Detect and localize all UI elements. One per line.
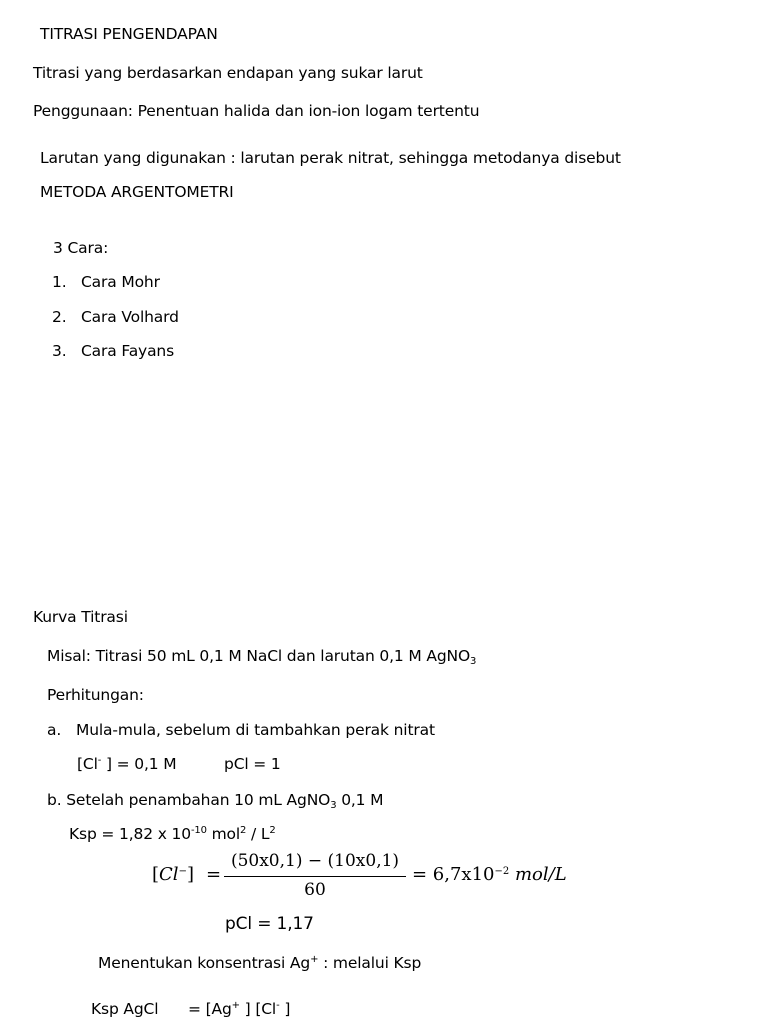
list-item — [52, 341, 174, 361]
silver-concentration-line — [98, 953, 421, 973]
example-main: Misal: Titrasi 50 mL 0,1 M NaCl dan larutan 0,1 M AgNO — [47, 647, 471, 665]
ksp-agcl-label: Ksp AgCl — [91, 1000, 159, 1018]
cl-ion-charge: - — [276, 1000, 280, 1011]
formula-lhs — [152, 864, 194, 885]
rhs-value: = 6,7x10 — [412, 864, 495, 885]
method-name: METODA ARGENTOMETRI — [40, 183, 234, 201]
step-a-concentration — [77, 754, 176, 774]
ksp-value: Ksp = 1,82 x 10 — [69, 825, 191, 843]
ag-text: Menentukan konsentrasi Ag — [98, 954, 311, 972]
formula-rhs — [412, 864, 567, 885]
ksp-unit: mol — [206, 825, 241, 843]
list-number: 1. — [52, 273, 67, 291]
list-label: Cara Mohr — [81, 273, 160, 291]
ksp-unit-mid: / L — [246, 825, 270, 843]
chloride-concentration-formula — [152, 848, 572, 904]
list-item — [52, 272, 160, 292]
step-a-label: a. — [47, 721, 62, 739]
lhs-open-bracket: [ — [152, 864, 160, 885]
ag-charge: + — [310, 954, 319, 965]
step-a-pcl: pCl = 1 — [224, 755, 281, 773]
ksp-agcl-eq-start: = [Ag — [188, 1000, 232, 1018]
curve-title: Kurva Titrasi — [33, 608, 128, 626]
definition-text: Titrasi yang berdasarkan endapan yang sukar larut — [33, 64, 423, 82]
ksp-exponent: -10 — [190, 825, 207, 836]
ag-ion-charge: + — [231, 1000, 240, 1011]
ksp-unit-exp2: 2 — [269, 825, 276, 836]
ag-tail: : melalui Ksp — [318, 954, 422, 972]
formula-equals: = — [206, 864, 222, 885]
section-title: TITRASI PENGENDAPAN — [40, 25, 218, 43]
cl-charge: - — [97, 755, 102, 766]
step-a — [47, 720, 435, 740]
ksp-agcl-eq-end: ] — [279, 1000, 291, 1018]
pcl-result: pCl = 1,17 — [225, 914, 314, 934]
step-b-tail: 0,1 M — [336, 791, 384, 809]
ways-heading: 3 Cara: — [53, 239, 109, 257]
lhs-charge: − — [178, 866, 187, 877]
ksp-unit-exp1: 2 — [240, 825, 247, 836]
fraction-bar — [224, 876, 406, 877]
formula-numerator: (50x0,1) − (10x0,1) — [230, 851, 400, 871]
step-b-subscript: 3 — [330, 800, 337, 811]
ksp-agcl-eq-mid: ] [Cl — [239, 1000, 277, 1018]
step-a-text: Mula-mula, sebelum di tambahkan perak nitrat — [76, 721, 435, 739]
rhs-unit: mol/L — [509, 864, 567, 885]
usage-text: Penggunaan: Penentuan halida dan ion-ion logam tertentu — [33, 102, 480, 120]
calc-heading: Perhitungan: — [47, 686, 144, 704]
solution-text: Larutan yang digunakan : larutan perak nitrat, sehingga metodanya disebut — [40, 149, 621, 167]
ksp-agcl-equation — [188, 999, 290, 1019]
cl-value: ] = 0,1 M — [101, 755, 177, 773]
formula-denominator: 60 — [304, 880, 326, 900]
list-number: 2. — [52, 308, 67, 326]
list-label: Cara Fayans — [81, 342, 175, 360]
rhs-exponent: −2 — [494, 866, 510, 877]
example-text — [47, 646, 476, 666]
example-subscript: 3 — [470, 656, 477, 667]
step-b-main: b. Setelah penambahan 10 mL AgNO — [47, 791, 331, 809]
list-label: Cara Volhard — [81, 308, 179, 326]
list-item — [52, 307, 179, 327]
step-b — [47, 790, 383, 810]
formula-fraction — [224, 848, 406, 901]
cl-symbol: [Cl — [77, 755, 98, 773]
ksp-line — [69, 824, 276, 844]
lhs-species: Cl — [159, 864, 179, 885]
list-number: 3. — [52, 342, 67, 360]
lhs-close-bracket: ] — [186, 864, 194, 885]
